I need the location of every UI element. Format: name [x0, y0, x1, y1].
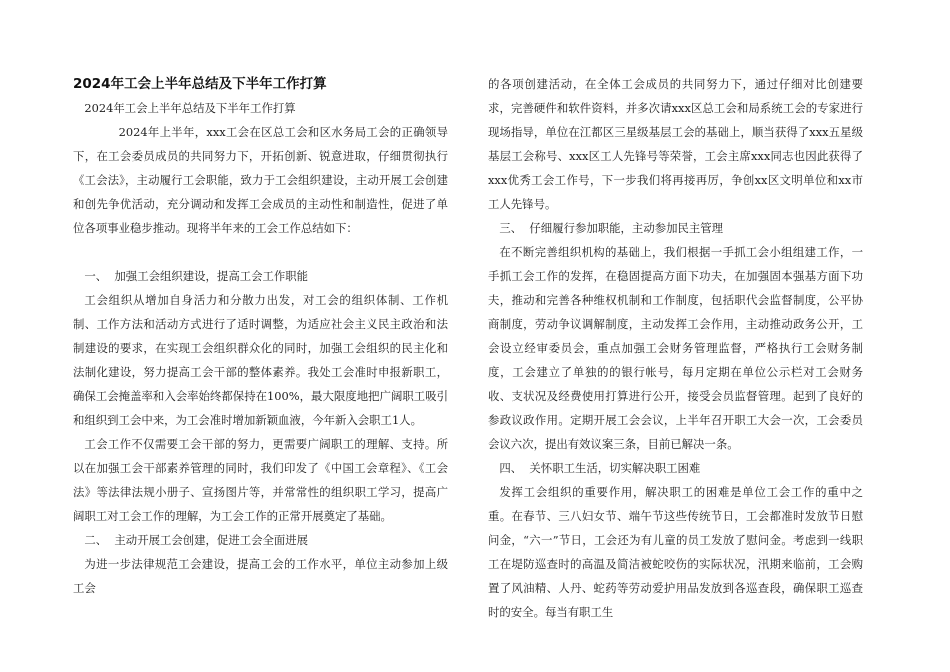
section-4-paragraph-1: 发挥工会组织的重要作用，解决职工的困难是单位工会工作的重中之重。在春节、三八妇女节、端午节这些传统节日，工会都准时发放节日慰问金，“六一”节日，工会还为有儿童的员工发放了慰问金。考虑到一线职工在堤防巡查时的高温及简洁被蛇咬伤的实际状况，汛期来临前，工会购置了风油精、人丹、蛇药等劳动爱护用品发放到各巡查段，确保职工巡查时的安全。每当有职工生 [488, 485, 863, 619]
right-column [488, 72, 863, 624]
section-1-paragraph-1: 工会组织从增加自身活力和分散力出发，对工会的组织体制、工作机制、工作方法和活动方式进行了适时调整，为适应社会主义民主政治和法制建设的要求，在实现工会组织群众化的同时，加强工会组织的民主化和法制化建设，努力提高工会干部的整体素养。我处工会准时申报新职工，确保工会掩盖率和入会率始终都保持在100%，最大限度地把广阔职工吸引和组织到工会中来，为工会准时增加新颖血液，今年新入会职工1人。 [73, 293, 448, 427]
left-column [73, 72, 448, 600]
section-1-paragraph-2: 工会工作不仅需要工会干部的努力，更需要广阔职工的理解、支持。所以在加强工会干部素养管理的同时，我们印发了《中国工会章程》、《工会法》等法律法规小册子、宣扬图片等，并常常性的组织职工学习，提高广阔职工对工会工作的理解，为工会工作的正常开展奠定了基础。 [73, 437, 448, 523]
section-heading-2: 二、 主动开展工会创建，促进工会全面进展 [84, 533, 309, 547]
section-heading-4: 四、 关怀职工生活，切实解决职工困难 [499, 461, 701, 475]
section-heading-3: 三、 仔细履行参加职能，主动参加民主管理 [499, 221, 724, 235]
intro-paragraph: 2024年上半年，xxx工会在区总工会和区水务局工会的正确领导下，在工会委员成员的共同努力下，开拓创新、锐意进取，仔细贯彻执行《工会法》，主动履行工会职能，致力于工会组织建设，主动开展工会创建和创先争优活动，充分调动和发挥工会成员的主动性和制造性，促进了单位各项事业稳步推动。现将半年来的工会工作总结如下： [73, 125, 448, 235]
section-3-paragraph-1: 在不断完善组织机构的基础上，我们根据一手抓工会小组组建工作，一手抓工会工作的发挥，在稳固提高方面下功夫，在加强固本强基方面下功夫，推动和完善各种维权机制和工作制度，包括职代会监督制度，公平协商制度，劳动争议调解制度，主动发挥工会作用，主动推动政务公开，工会设立经审委员会，重点加强工会财务管理监督，严格执行工会财务制度，工会建立了单独的的银行帐号，每月定期在单位公示栏对工会财务收、支状况及经费使用打算进行公开，接受会员监督管理。起到了良好的参政议政作用。定期开展工会会议，上半年召开职工大会一次，工会委员会议六次，提出有效议案三条，目前已解决一条。 [488, 245, 863, 451]
section-2-paragraph-continued: 的各项创建活动，在全体工会成员的共同努力下，通过仔细对比创建要求，完善硬件和软件资料，并多次请xxx区总工会和局系统工会的专家进行现场指导，单位在江都区三星级基层工会的基础上，顺当获得了xxx五星级基层工会称号、xxx区工人先锋号等荣誉，工会主席xxx同志也因此获得了xxx优秀工会工作号，下一步我们将再接再厉，争创xx区文明单位和xx市工人先锋号。 [488, 77, 863, 211]
section-2-paragraph-1: 为进一步法律规范工会建设，提高工会的工作水平，单位主动参加上级工会 [73, 557, 448, 595]
section-heading-1: 一、 加强工会组织建设，提高工会工作职能 [84, 269, 309, 283]
document-title: 2024年工会上半年总结及下半年工作打算 [73, 76, 327, 92]
document-subtitle: 2024年工会上半年总结及下半年工作打算 [84, 101, 296, 115]
paragraph-gap [73, 240, 448, 264]
